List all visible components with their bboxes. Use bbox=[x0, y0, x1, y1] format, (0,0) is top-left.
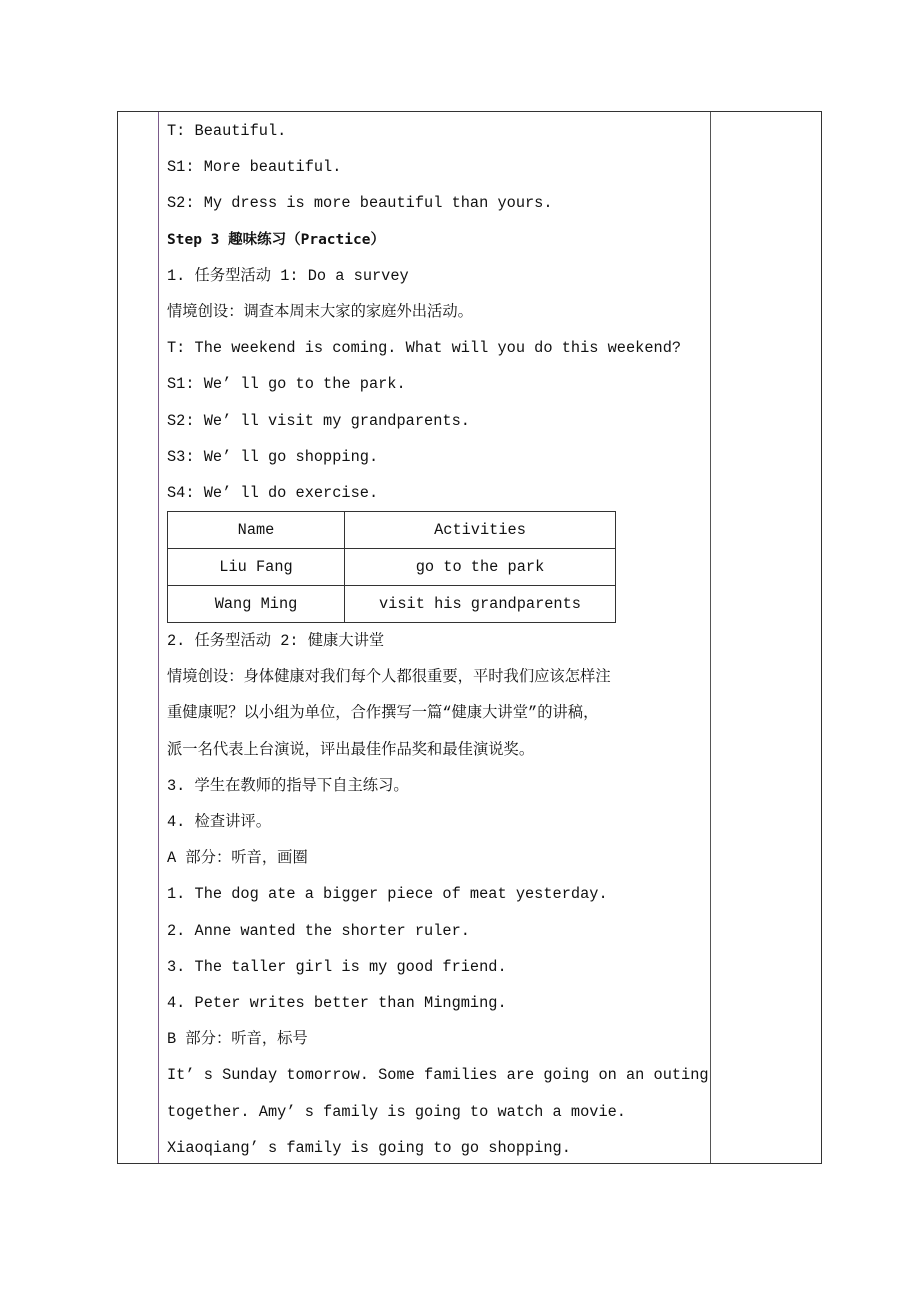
text-line: 3. 学生在教师的指导下自主练习。 bbox=[167, 776, 409, 795]
text-line: Xiaoqiang’ s family is going to go shopping. bbox=[167, 1138, 571, 1157]
step-heading: Step 3 趣味练习（Practice） bbox=[167, 231, 385, 248]
text-line: S2: My dress is more beautiful than yours. bbox=[167, 194, 553, 213]
table-cell: Liu Fang bbox=[168, 549, 345, 586]
table-row bbox=[168, 586, 616, 623]
text-line: 1. 任务型活动 1: Do a survey bbox=[167, 266, 409, 285]
lesson-plan-table bbox=[117, 111, 822, 1164]
text-line: S1: More beautiful. bbox=[167, 158, 342, 177]
table-header-row bbox=[168, 512, 616, 549]
text-line: 2. 任务型活动 2: 健康大讲堂 bbox=[167, 632, 385, 651]
table-cell: visit his grandparents bbox=[345, 586, 616, 623]
text-line: 情境创设：身体健康对我们每个人都很重要，平时我们应该怎样注 bbox=[167, 668, 611, 687]
text-line: S2: We’ ll visit my grandparents. bbox=[167, 411, 470, 430]
text-line: 情境创设：调查本周末大家的家庭外出活动。 bbox=[167, 302, 473, 321]
text-line: It’ s Sunday tomorrow. Some families are going on an outing bbox=[167, 1066, 709, 1085]
header-cell: Name bbox=[168, 512, 345, 549]
text-line: 3. The taller girl is my good friend. bbox=[167, 957, 507, 976]
header-cell: Activities bbox=[345, 512, 616, 549]
text-line: together. Amy’ s family is going to watch a movie. bbox=[167, 1102, 626, 1121]
column-divider-right bbox=[710, 112, 711, 1163]
table-cell: Wang Ming bbox=[168, 586, 345, 623]
text-line: B 部分：听音，标号 bbox=[167, 1030, 308, 1049]
text-line: 2. Anne wanted the shorter ruler. bbox=[167, 921, 470, 940]
survey-table bbox=[167, 511, 616, 623]
lesson-content bbox=[167, 113, 707, 1166]
text-line: A 部分：听音，画圈 bbox=[167, 849, 308, 868]
text-line: S4: We’ ll do exercise. bbox=[167, 483, 379, 502]
table-row bbox=[168, 549, 616, 586]
text-line: T: Beautiful. bbox=[167, 122, 287, 140]
text-line: 派一名代表上台演说，评出最佳作品奖和最佳演说奖。 bbox=[167, 740, 535, 759]
text-line: 1. The dog ate a bigger piece of meat yesterday. bbox=[167, 885, 608, 904]
table-cell: go to the park bbox=[345, 549, 616, 586]
text-line: T: The weekend is coming. What will you do this weekend? bbox=[167, 339, 682, 358]
text-line: S3: We’ ll go shopping. bbox=[167, 447, 379, 466]
text-line: 重健康呢？以小组为单位，合作撰写一篇“健康大讲堂”的讲稿， bbox=[167, 704, 599, 723]
text-line: 4. 检查讲评。 bbox=[167, 813, 272, 831]
text-line: S1: We’ ll go to the park. bbox=[167, 375, 406, 394]
text-line: 4. Peter writes better than Mingming. bbox=[167, 993, 507, 1012]
column-divider-left bbox=[158, 112, 159, 1163]
